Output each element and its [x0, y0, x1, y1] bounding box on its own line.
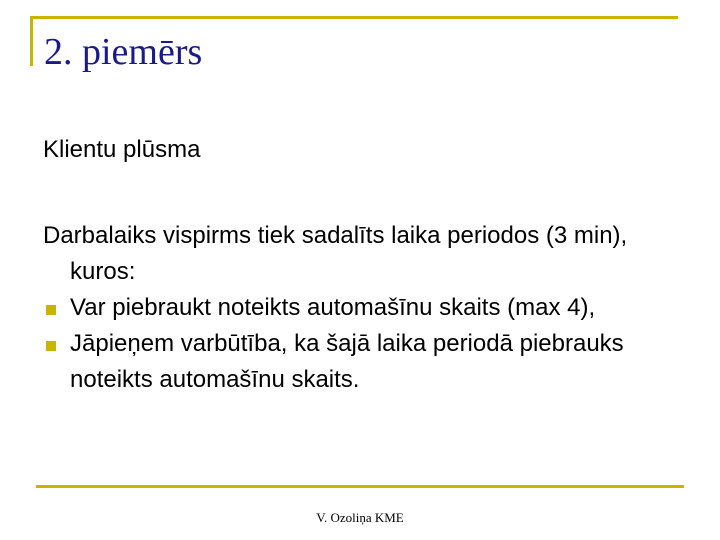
bullet-item	[43, 326, 683, 398]
slide-subtitle: Klientu plūsma	[43, 136, 201, 163]
square-bullet-icon	[46, 305, 56, 315]
slide-title: 2. piemērs	[44, 31, 203, 73]
frame-top-rule	[30, 16, 678, 19]
frame-left-rule	[30, 16, 33, 66]
slide-footer: V. Ozoliņa KME	[316, 510, 404, 525]
bullet-text: Jāpieņem varbūtība, ka šajā laika periodā piebrauks noteikts automašīnu skaits.	[70, 330, 624, 393]
frame-bottom-rule	[36, 485, 684, 488]
intro-paragraph: Darbalaiks vispirms tiek sadalīts laika periodos (3 min), kuros:	[43, 222, 628, 285]
bullet-item	[43, 290, 683, 326]
square-bullet-icon	[46, 341, 56, 351]
bullet-text: Var piebraukt noteikts automašīnu skaits (max 4),	[70, 294, 596, 321]
slide-body	[43, 218, 683, 398]
